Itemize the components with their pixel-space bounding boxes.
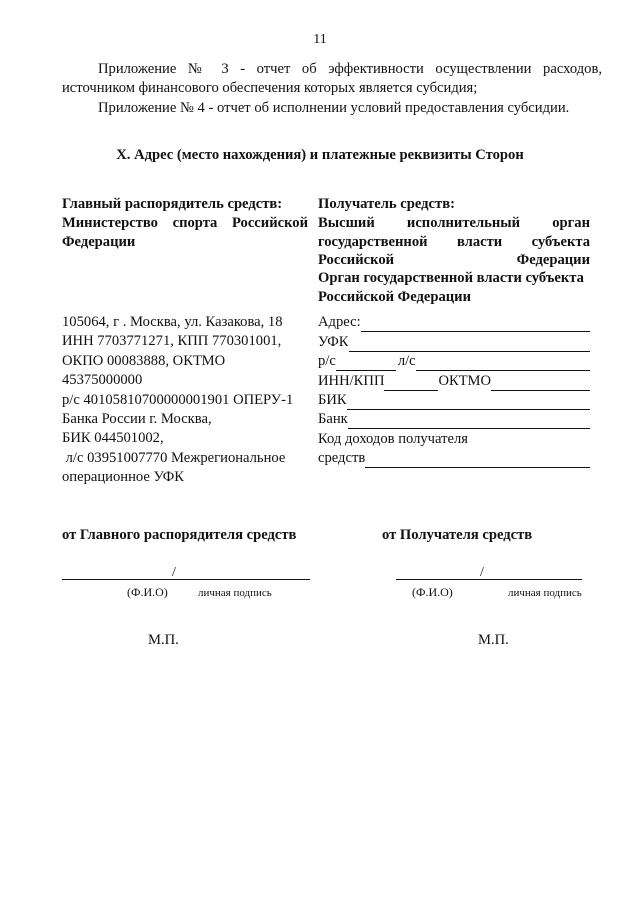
detail-line: Банка России г. Москва, bbox=[62, 411, 212, 428]
oktmo-blank[interactable] bbox=[491, 376, 590, 391]
detail-line: л/с 03951007770 Межрегиональное bbox=[62, 449, 286, 466]
ufk-label: УФК bbox=[318, 333, 349, 350]
left-party-name: Министерство спорта Российской Федерации bbox=[62, 215, 308, 250]
left-fio-caption: (Ф.И.О) bbox=[127, 585, 168, 599]
left-signature-caption: личная подпись bbox=[198, 587, 272, 599]
rs-label: р/с bbox=[318, 353, 336, 370]
detail-line: 45375000000 bbox=[62, 372, 143, 389]
detail-line: БИК 044501002, bbox=[62, 430, 164, 447]
left-stamp-label: М.П. bbox=[148, 632, 179, 648]
right-signature-caption: личная подпись bbox=[508, 587, 582, 599]
income-code-row bbox=[318, 429, 590, 448]
detail-line: операционное УФК bbox=[62, 469, 185, 486]
right-signature-slash: / bbox=[480, 565, 484, 580]
left-signature-heading: от Главного распорядителя средств bbox=[62, 527, 297, 543]
inn-kpp-blank[interactable] bbox=[384, 376, 438, 391]
ls-blank[interactable] bbox=[416, 356, 590, 371]
account-row bbox=[318, 352, 590, 371]
left-party-details bbox=[62, 313, 312, 488]
left-signature-slash: / bbox=[172, 565, 176, 580]
funds-row bbox=[318, 449, 590, 468]
right-signature-line[interactable] bbox=[396, 579, 582, 580]
right-party-fields bbox=[318, 313, 590, 468]
income-code-label: Код доходов получателя bbox=[318, 430, 468, 447]
detail-line: ИНН 7703771271, КПП 770301001, bbox=[62, 333, 282, 350]
right-party-name-2: Орган государственной власти субъекта Российской Федерации bbox=[318, 270, 584, 306]
right-party-name-1: Высший исполнительный орган государственной власти субъекта Российской Федерации bbox=[318, 215, 590, 268]
ufk-blank[interactable] bbox=[349, 337, 590, 352]
address-blank[interactable] bbox=[361, 317, 590, 332]
page-number: 11 bbox=[313, 32, 327, 47]
right-party-heading: Получатель средств: bbox=[318, 196, 455, 212]
detail-line: р/с 40105810700000001901 ОПЕРУ-1 bbox=[62, 391, 294, 408]
section-title: X. Адрес (место нахождения) и платежные реквизиты Сторон bbox=[116, 147, 524, 163]
right-stamp-label: М.П. bbox=[478, 632, 509, 648]
bik-blank[interactable] bbox=[347, 395, 590, 410]
left-party-heading: Главный распорядитель средств: bbox=[62, 196, 283, 212]
bank-row bbox=[318, 410, 590, 429]
bank-blank[interactable] bbox=[348, 414, 590, 429]
annex-4-text: Приложение № 4 - отчет об исполнении условий предоставления субсидии. bbox=[98, 100, 570, 116]
ls-label: л/с bbox=[397, 353, 416, 370]
address-row bbox=[318, 313, 590, 332]
annex-3-text: Приложение № 3 - отчет об эффективности осуществлении расходов, источником финансового обеспечения которых является субсидия; bbox=[62, 61, 602, 96]
rs-blank[interactable] bbox=[336, 356, 396, 371]
bank-label: Банк bbox=[318, 411, 348, 428]
address-label: Адрес: bbox=[318, 314, 361, 331]
funds-blank[interactable] bbox=[365, 453, 590, 468]
detail-line: ОКПО 00083888, ОКТМО bbox=[62, 352, 226, 369]
right-signature-heading: от Получателя средств bbox=[382, 527, 533, 543]
right-fio-caption: (Ф.И.О) bbox=[412, 585, 453, 599]
bik-label: БИК bbox=[318, 391, 347, 408]
inn-kpp-label: ИНН/КПП bbox=[318, 372, 385, 389]
funds-label: средств bbox=[318, 450, 366, 467]
ufk-row bbox=[318, 332, 590, 351]
bik-row bbox=[318, 391, 590, 410]
oktmo-label: ОКТМО bbox=[438, 372, 491, 389]
left-signature-line[interactable] bbox=[62, 579, 310, 580]
inn-row bbox=[318, 371, 590, 390]
detail-line: 105064, г . Москва, ул. Казакова, 18 bbox=[62, 314, 283, 330]
